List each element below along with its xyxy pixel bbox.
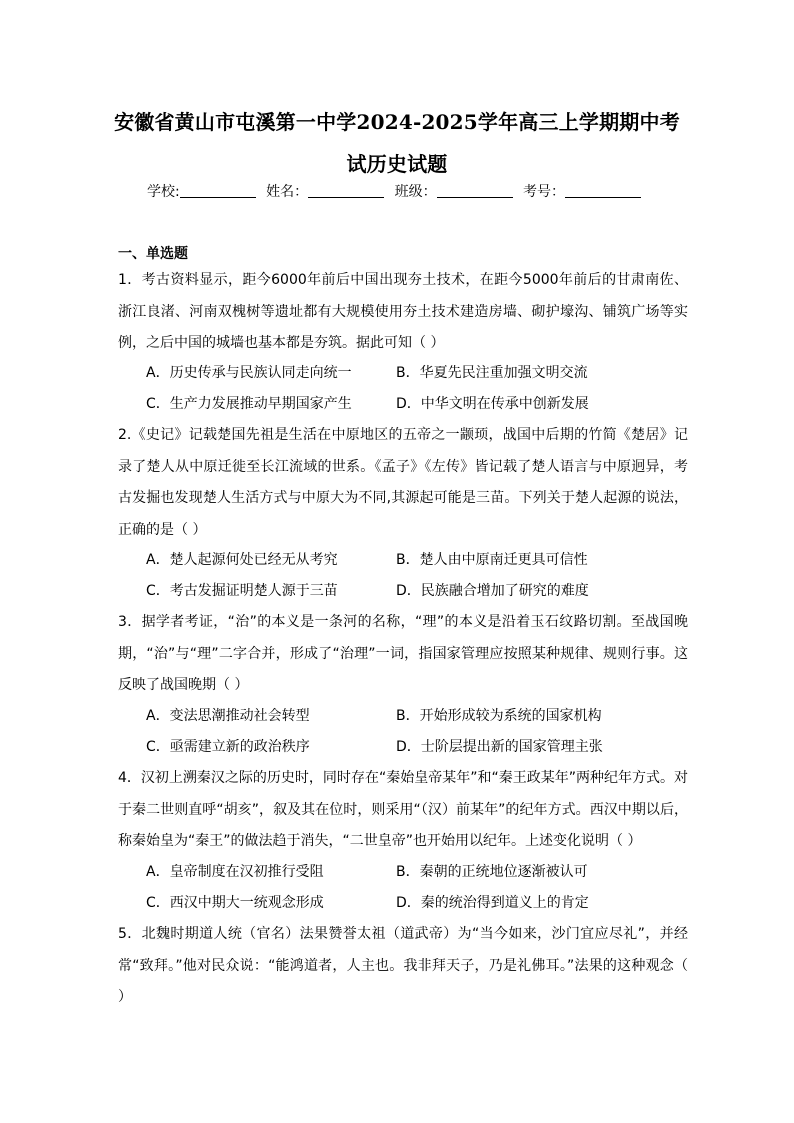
option-d[interactable]: D．民族融合增加了研究的难度	[396, 583, 589, 599]
exam-number-label: 考号：	[523, 184, 566, 200]
exam-number-blank[interactable]	[565, 183, 641, 198]
question-4-options	[146, 857, 666, 919]
option-d[interactable]: D．中华文明在传承中创新发展	[396, 396, 589, 412]
class-label: 班级：	[394, 184, 437, 200]
option-d[interactable]: D．秦的统治得到道义上的肯定	[396, 895, 589, 911]
name-blank[interactable]	[308, 183, 384, 198]
student-info-row	[0, 181, 794, 201]
option-b[interactable]: B．秦朝的正统地位逐渐被认可	[396, 864, 588, 880]
option-b[interactable]: B．楚人由中原南迁更具可信性	[396, 552, 588, 568]
option-b[interactable]: B．华夏先民注重加强文明交流	[396, 365, 588, 381]
exam-title-line1: 安徽省黄山市屯溪第一中学2024-2025学年高三上学期期中考	[114, 110, 680, 134]
question-2-stem: 2.《史记》记载楚国先祖是生活在中原地区的五帝之一颛顼，战国中后期的竹简《楚居》记录了楚人从中原迁徙至长江流域的世系。《孟子》《左传》皆记载了楚人语言与中原迥异，考古发掘也发现楚人生活方式与中原大为不同,其源起可能是三苗。下列关于楚人起源的说法，正确的是（ ）	[118, 427, 688, 538]
section-title: 一、单选题	[118, 246, 188, 262]
option-a[interactable]: A．变法思潮推动社会转型	[146, 708, 310, 724]
exam-title-line2: 试历史试题	[346, 152, 448, 176]
option-d[interactable]: D．士阶层提出新的国家管理主张	[396, 739, 603, 755]
question-3-stem: 3．据学者考证，“治”的本义是一条河的名称，“理”的本义是沿着玉石纹路切割。至战国晚期，“治”与“理”二字合并，形成了“治理”一词，指国家管理应按照某种规律、规则行事。这反映了战国晚期（ ）	[118, 614, 688, 693]
question-1-options	[146, 358, 666, 420]
school-blank[interactable]	[180, 183, 256, 198]
class-blank[interactable]	[437, 183, 513, 198]
option-b[interactable]: B．开始形成较为系统的国家机构	[396, 708, 602, 724]
question-5-stem: 5．北魏时期道人统（官名）法果赞誉太祖（道武帝）为“当今如来，沙门宜应尽礼”，并经常“致拜。”他对民众说：“能鸿道者，人主也。我非拜天子，乃是礼佛耳。”法果的这种观念（ ）	[118, 926, 688, 1005]
option-c[interactable]: C．亟需建立新的政治秩序	[146, 739, 310, 755]
question-3-options	[146, 701, 666, 763]
question-1-stem: 1．考古资料显示，距今6000年前后中国出现夯土技术，在距今5000年前后的甘肃南佐、浙江良渚、河南双槐树等遗址都有大规模使用夯土技术建造房墙、砌护壕沟、铺筑广场等实例，之后中国的城墙也基本都是夯筑。据此可知（ ）	[118, 272, 688, 351]
option-c[interactable]: C．考古发掘证明楚人源于三苗	[146, 583, 338, 599]
option-a[interactable]: A．楚人起源何处已经无从考究	[146, 552, 338, 568]
name-label: 姓名：	[266, 184, 309, 200]
option-c[interactable]: C．西汉中期大一统观念形成	[146, 895, 324, 911]
question-2-options	[146, 545, 666, 607]
option-a[interactable]: A．历史传承与民族认同走向统一	[146, 365, 352, 381]
option-c[interactable]: C．生产力发展推动早期国家产生	[146, 396, 352, 412]
school-label: 学校:	[146, 184, 180, 200]
question-4-stem: 4．汉初上溯秦汉之际的历史时，同时存在“秦始皇帝某年”和“秦王政某年”两种纪年方式。对于秦二世则直呼“胡亥”，叙及其在位时，则采用“（汉）前某年”的纪年方式。西汉中期以后，称秦始皇为“秦王”的做法趋于消失，“二世皇帝”也开始用以纪年。上述变化说明（ ）	[118, 770, 688, 849]
option-a[interactable]: A．皇帝制度在汉初推行受阻	[146, 864, 324, 880]
